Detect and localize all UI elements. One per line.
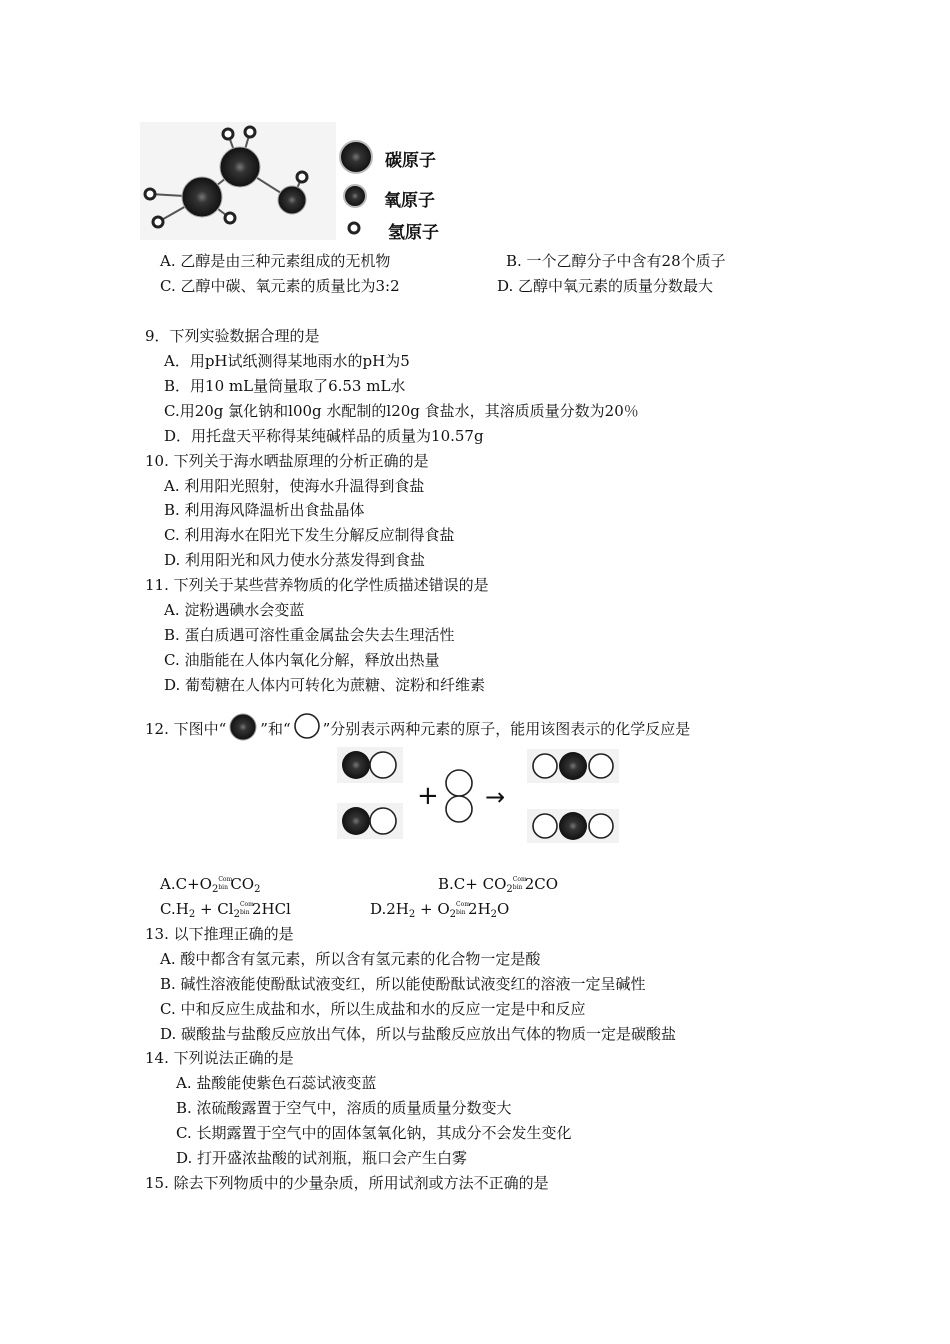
- q12-b-label: B.: [438, 875, 454, 893]
- q12-d-tail: O: [497, 900, 510, 918]
- q15-stem: 15. 除去下列物质中的少量杂质，所用试剂或方法不正确的是: [145, 1174, 549, 1192]
- ethanol-molecule-diagram: [140, 122, 340, 240]
- q10-stem: 10. 下列关于海水晒盐原理的分析正确的是: [145, 452, 429, 470]
- q13-stem: 13. 以下推理正确的是: [145, 925, 294, 943]
- q11-option-c: C. 油脂能在人体内氧化分解，释放出热量: [164, 651, 440, 669]
- hydrogen-legend-label: 氢原子: [388, 223, 439, 243]
- q12-c-h: H: [175, 900, 189, 918]
- q12-option-d: [370, 899, 509, 925]
- q9-option-c: C.用20g 氯化钠和l00g 水配制的l20g 食盐水，其溶质质量分数为20％: [164, 402, 639, 420]
- q12-a-rhs: CO: [230, 875, 255, 893]
- q8-option-d: D. 乙醇中氧元素的质量分数最大: [497, 277, 714, 295]
- q8-option-b: B. 一个乙醇分子中含有28个质子: [506, 252, 726, 270]
- q14-option-c: C. 长期露置于空气中的固体氢氧化钠，其成分不会发生变化: [176, 1124, 572, 1142]
- q12-c-rhs: 2HCl: [251, 900, 291, 918]
- q12-d-mid: + O: [415, 900, 450, 918]
- q12-option-b: [438, 874, 558, 900]
- q12-d-rhs: 2H: [468, 900, 491, 918]
- reactant-molecule-1: [337, 747, 403, 783]
- q11-stem: 11. 下列关于某些营养物质的化学性质描述错误的是: [145, 576, 489, 594]
- q14-option-d: D. 打开盛浓盐酸的试剂瓶，瓶口会产生白雾: [176, 1149, 468, 1167]
- q10-option-d: D. 利用阳光和风力使水分蒸发得到食盐: [164, 551, 426, 569]
- q12-option-c: [160, 899, 291, 925]
- q13-option-a: A. 酸中都含有氢元素，所以含有氢元素的化合物一定是酸: [160, 950, 541, 968]
- q12-a-sub1: 2: [211, 884, 219, 895]
- q12-d-label: D.: [370, 900, 387, 918]
- hydrogen-legend-icon: [346, 220, 362, 236]
- q13-option-d: D. 碳酸盐与盐酸反应放出气体，所以与盐酸反应放出气体的物质一定是碳酸盐: [160, 1025, 677, 1043]
- carbon-legend-icon: [336, 137, 376, 177]
- q12-d-h: 2H: [386, 900, 409, 918]
- q14-option-b: B. 浓硫酸露置于空气中，溶质的质量质量分数变大: [176, 1099, 512, 1117]
- carbon-legend-label: 碳原子: [385, 151, 436, 171]
- q14-stem: 14. 下列说法正确的是: [145, 1049, 294, 1067]
- q11-option-b: B. 蛋白质遇可溶性重金属盐会失去生理活性: [164, 626, 455, 644]
- q9-option-d: D．用托盘天平称得某纯碱样品的质量为10.57g: [164, 427, 484, 445]
- q8-option-c: C. 乙醇中碳、氧元素的质量比为3:2: [160, 277, 400, 295]
- reaction-arrow: →: [485, 783, 506, 811]
- q12-c-label: C.: [160, 900, 176, 918]
- q12-a-lhs: C+O: [175, 875, 212, 893]
- condition-mark: Com bin: [456, 901, 470, 916]
- q12-stem-part2: ”和“: [260, 720, 291, 738]
- oxygen-atom: [278, 186, 306, 214]
- q11-option-d: D. 葡萄糖在人体内可转化为蔗糖、淀粉和纤维素: [164, 676, 486, 694]
- q12-c-sub2: 2: [233, 909, 240, 920]
- plus-sign: +: [417, 781, 439, 811]
- q12-b-sub1: 2: [506, 884, 513, 895]
- q9-option-b: B．用10 mL量筒量取了6.53 mL水: [164, 377, 406, 395]
- q12-b-rhs: 2CO: [524, 875, 559, 893]
- q10-option-c: C. 利用海水在阳光下发生分解反应制得食盐: [164, 526, 455, 544]
- q12-d-sub2: 2: [449, 909, 457, 920]
- product-molecule-1: [527, 749, 619, 783]
- q12-option-a: [160, 874, 260, 900]
- reaction-diagram: [335, 743, 635, 843]
- q11-option-a: A. 淀粉遇碘水会变蓝: [164, 601, 305, 619]
- q8-option-a: A. 乙醇是由三种元素组成的无机物: [160, 252, 391, 270]
- q12-c-sub1: 2: [188, 909, 196, 920]
- product-molecule-2: [527, 809, 619, 843]
- white-atom-icon: [291, 712, 323, 742]
- q10-option-b: B. 利用海风降温析出食盐晶体: [164, 501, 365, 519]
- q10-option-a: A. 利用阳光照射，使海水升温得到食盐: [164, 477, 425, 495]
- q12-stem-part3: ”分别表示两种元素的原子，能用该图表示的化学反应是: [322, 720, 691, 738]
- q12-stem: [145, 712, 690, 742]
- oxygen-legend-icon: [340, 181, 370, 211]
- condition-mark: Com bin: [512, 876, 527, 891]
- q12-a-label: A.: [160, 875, 176, 893]
- q12-b-lhs: C+ CO: [453, 875, 507, 893]
- q12-stem-part1: 12. 下图中“: [145, 720, 227, 738]
- q12-c-mid: + Cl: [195, 900, 234, 918]
- q9-stem: 9．下列实验数据合理的是: [145, 327, 320, 345]
- q13-option-b: B. 碱性溶液能使酚酞试液变红，所以能使酚酞试液变红的溶液一定呈碱性: [160, 975, 646, 993]
- q9-option-a: A．用pH试纸测得某地雨水的pH为5: [164, 352, 410, 370]
- dark-atom-icon: [226, 712, 260, 742]
- condition-mark: Com bin: [239, 901, 254, 916]
- q12-d-sub3: 2: [490, 909, 498, 920]
- diatomic-molecule: [446, 770, 472, 822]
- reactant-molecule-2: [337, 803, 403, 839]
- q13-option-c: C. 中和反应生成盐和水，所以生成盐和水的反应一定是中和反应: [160, 1000, 586, 1018]
- q12-a-sub2: 2: [254, 884, 261, 895]
- condition-mark: Com bin: [218, 876, 233, 891]
- oxygen-legend-label: 氧原子: [384, 191, 435, 211]
- q12-d-sub1: 2: [408, 909, 416, 920]
- q14-option-a: A. 盐酸能使紫色石蕊试液变蓝: [176, 1074, 377, 1092]
